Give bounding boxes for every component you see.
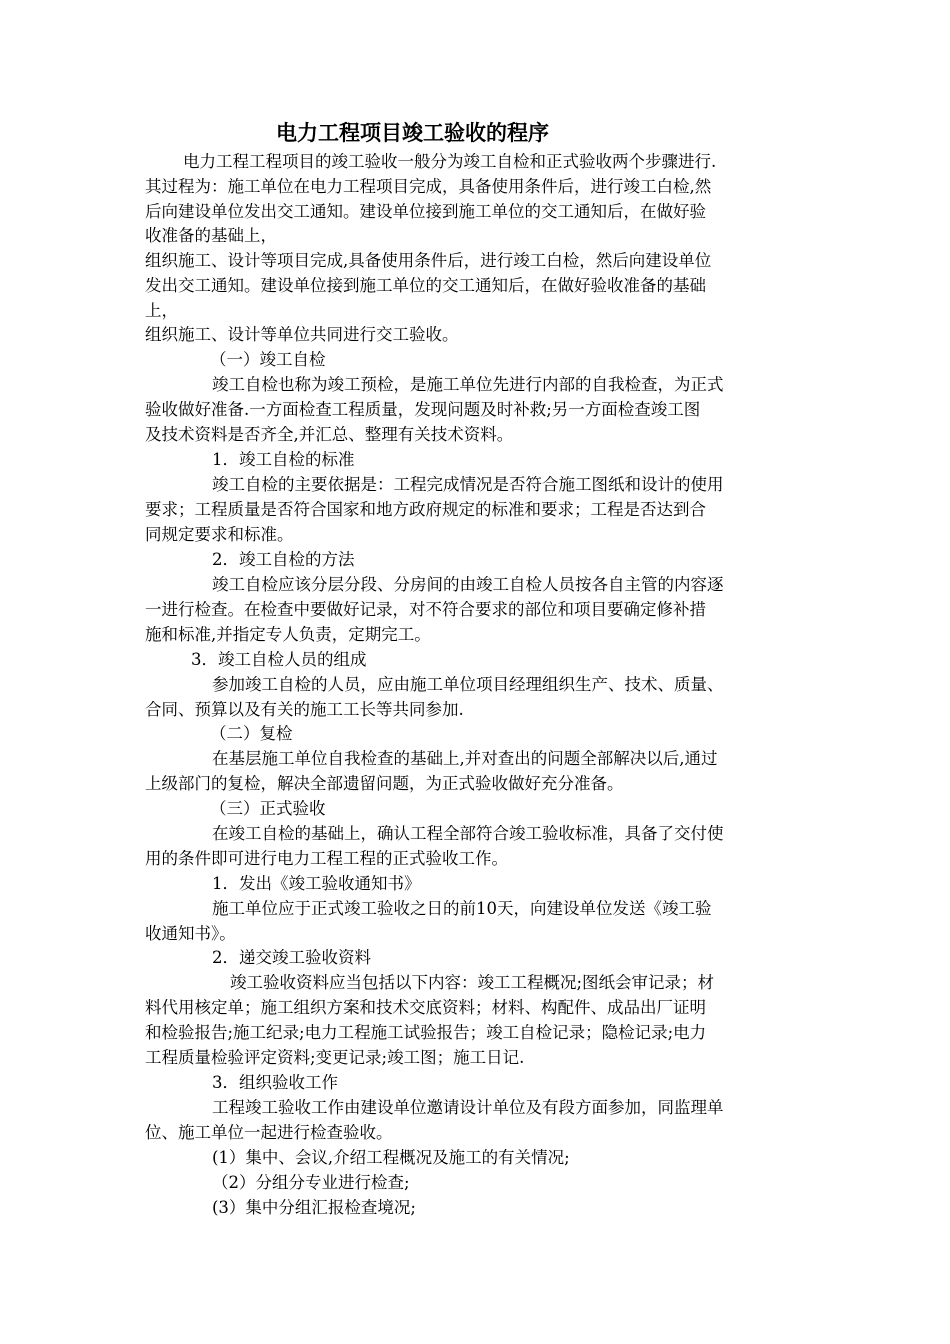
paragraph-line: 工程竣工验收工作由建设单位邀请设计单位及有段方面参加，同监理单 bbox=[212, 1098, 724, 1117]
subsection-heading: 1．发出《竣工验收通知书》 bbox=[212, 874, 421, 893]
paragraph-line: 一进行检查。在检查中要做好记录，对不符合要求的部位和项目要确定修补措 bbox=[145, 600, 706, 619]
paragraph-line: 在竣工自检的基础上，确认工程全部符合竣工验收标准，具备了交付使 bbox=[212, 824, 724, 843]
section-heading: （三）正式验收 bbox=[210, 799, 326, 818]
paragraph-line: 其过程为：施工单位在电力工程项目完成，具备使用条件后，进行竣工白检,然 bbox=[145, 177, 712, 196]
document-title: 电力工程项目竣工验收的程序 bbox=[276, 121, 549, 145]
paragraph-line: 上， bbox=[145, 301, 178, 320]
paragraph-line: 发出交工通知。建设单位接到施工单位的交工通知后，在做好验收准备的基础 bbox=[145, 276, 706, 295]
paragraph-line: 合同、预算以及有关的施工工长等共同参加. bbox=[145, 700, 464, 719]
paragraph-line: 和检验报告;施工纪录;电力工程施工试验报告；竣工自检记录；隐检记录;电力 bbox=[145, 1023, 707, 1042]
paragraph-line: 用的条件即可进行电力工程工程的正式验收工作。 bbox=[145, 849, 508, 868]
paragraph-line: 工程质量检验评定资料;变更记录;竣工图；施工日记. bbox=[145, 1048, 525, 1067]
paragraph-line: 收通知书》。 bbox=[145, 924, 236, 943]
paragraph-line: 施工单位应于正式竣工验收之日的前10天，向建设单位发送《竣工验 bbox=[212, 899, 712, 918]
section-heading: （一）竣工自检 bbox=[210, 350, 326, 369]
paragraph-line: 在基层施工单位自我检查的基础上,并对查出的问题全部解决以后,通过 bbox=[212, 749, 718, 768]
subsection-heading: 1．竣工自检的标准 bbox=[212, 450, 355, 469]
paragraph-line: 料代用核定单；施工组织方案和技术交底资料；材料、构配件、成品出厂证明 bbox=[145, 998, 706, 1017]
paragraph-line: 组织施工、设计等单位共同进行交工验收。 bbox=[145, 325, 459, 344]
paragraph-line: 及技术资料是否齐全,并汇总、整理有关技术资料。 bbox=[145, 425, 514, 444]
paragraph-line: 位、施工单位一起进行检查验收。 bbox=[145, 1123, 393, 1142]
list-item: (3）集中分组汇报检查境况; bbox=[212, 1198, 416, 1217]
list-item: (1）集中、会议,介绍工程概况及施工的有关情况; bbox=[212, 1148, 570, 1167]
paragraph-line: 电力工程工程项目的竣工验收一般分为竣工自检和正式验收两个步骤进行. bbox=[183, 152, 717, 171]
paragraph-line: 参加竣工自检的人员，应由施工单位项目经理组织生产、技术、质量、 bbox=[212, 675, 724, 694]
paragraph-line: 要求；工程质量是否符合国家和地方政府规定的标准和要求；工程是否达到合 bbox=[145, 500, 706, 519]
paragraph-line: 同规定要求和标准。 bbox=[145, 525, 294, 544]
subsection-heading: 2．递交竣工验收资料 bbox=[212, 948, 371, 967]
subsection-heading: 3．组织验收工作 bbox=[212, 1073, 338, 1092]
paragraph-line: 验收做好准备.一方面检查工程质量，发现问题及时补救;另一方面检查竣工图 bbox=[145, 400, 701, 419]
paragraph-line: 竣工自检的主要依据是：工程完成情况是否符合施工图纸和设计的使用 bbox=[212, 475, 724, 494]
paragraph-line: 组织施工、设计等项目完成,具备使用条件后，进行竣工白检，然后向建设单位 bbox=[145, 251, 712, 270]
subsection-heading: 2．竣工自检的方法 bbox=[212, 550, 355, 569]
paragraph-line: 竣工验收资料应当包括以下内容：竣工工程概况;图纸会审记录；材 bbox=[230, 973, 715, 992]
paragraph-line: 后向建设单位发出交工通知。建设单位接到施工单位的交工通知后，在做好验 bbox=[145, 202, 706, 221]
paragraph-line: 竣工自检应该分层分段、分房间的由竣工自检人员按各自主管的内容逐 bbox=[212, 575, 724, 594]
section-heading: （二）复检 bbox=[210, 724, 293, 743]
paragraph-line: 上级部门的复检，解决全部遗留问题，为正式验收做好充分准备。 bbox=[145, 774, 624, 793]
paragraph-line: 收准备的基础上， bbox=[145, 226, 277, 245]
subsection-heading: 3．竣工自检人员的组成 bbox=[191, 650, 367, 669]
list-item: （2）分组分专业进行检查; bbox=[212, 1173, 410, 1192]
paragraph-line: 竣工自检也称为竣工预检，是施工单位先进行内部的自我检查，为正式 bbox=[212, 375, 724, 394]
paragraph-line: 施和标准,并指定专人负责，定期完工。 bbox=[145, 625, 431, 644]
